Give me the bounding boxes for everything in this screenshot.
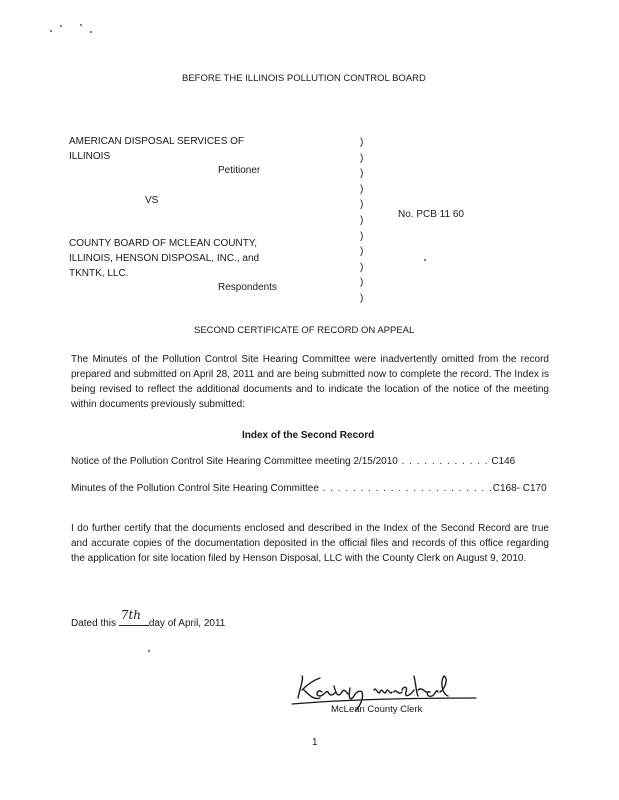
case-number: No. PCB 11 60 [398, 209, 464, 220]
page-number: 1 [312, 737, 318, 748]
bracket: ) [360, 183, 364, 195]
index-entry-leader: . . . . . . . . . . . . [397, 456, 489, 467]
bracket: ) [360, 292, 364, 304]
respondent-name-line3: TKNTK, LLC. [69, 268, 129, 279]
index-entry-leader: . . . . . . . . . . . . . . . . . . . . . . . [318, 483, 493, 494]
scan-speck [80, 24, 82, 26]
dated-suffix: day of April, 2011 [148, 618, 226, 629]
petitioner-name-line2: ILLINOIS [69, 151, 111, 162]
caption-brackets [360, 135, 370, 307]
index-heading: Index of the Second Record [242, 430, 375, 441]
dated-day-blank [119, 608, 149, 626]
index-entry [71, 456, 515, 467]
petitioner-name-line1: AMERICAN DISPOSAL SERVICES OF [69, 136, 245, 147]
dated-prefix: Dated this [71, 618, 117, 629]
index-entry-page: C168- C170 [492, 483, 547, 494]
clerk-title: McLean County Clerk [331, 704, 423, 715]
scan-speck [60, 25, 62, 27]
bracket: ) [360, 246, 364, 258]
index-entry [71, 483, 547, 494]
board-heading: BEFORE THE ILLINOIS POLLUTION CONTROL BOARD [182, 73, 426, 84]
bracket: ) [360, 152, 364, 164]
respondent-name-line2: ILLINOIS, HENSON DISPOSAL, INC., and [69, 253, 260, 264]
bracket: ) [360, 214, 364, 226]
certification-paragraph: I do further certify that the documents enclosed and described in the Index of the Second Record are true and accurate copies of the documentation deposited in the official files and records of this office regarding the application for site location filed by Henson Disposal, LLC with the County Clerk on August 9, 2010. [71, 523, 549, 564]
versus-label: VS [145, 195, 159, 206]
respondent-name-line1: COUNTY BOARD OF MCLEAN COUNTY, [69, 238, 257, 249]
bracket: ) [360, 199, 364, 211]
scan-speck [90, 31, 92, 33]
scan-speck [148, 650, 150, 652]
bracket: ) [360, 230, 364, 242]
scan-speck [50, 30, 52, 32]
document-title: SECOND CERTIFICATE OF RECORD ON APPEAL [194, 325, 415, 336]
dated-day-handwritten: 7th [120, 608, 141, 622]
index-entry-page: C146 [491, 456, 516, 467]
bracket: ) [360, 137, 364, 148]
respondent-role: Respondents [218, 282, 277, 293]
petitioner-role: Petitioner [218, 165, 261, 176]
scan-speck [424, 259, 426, 261]
intro-paragraph: The Minutes of the Pollution Control Site Hearing Committee were inadvertently omitted from the record prepared and submitted on April 28, 2011 and are being submitted now to complete the record. The Index is being revised to reflect the additional documents and to indicate the location of the notice of the meeting within documents previously submitted: [71, 354, 549, 410]
index-entry-label: Notice of the Pollution Control Site Hearing Committee meeting 2/15/2010 [71, 456, 398, 467]
dated-line [71, 608, 226, 629]
bracket: ) [360, 261, 364, 273]
index-entry-label: Minutes of the Pollution Control Site Hearing Committee [71, 483, 319, 494]
bracket: ) [360, 168, 364, 180]
bracket: ) [360, 277, 364, 289]
